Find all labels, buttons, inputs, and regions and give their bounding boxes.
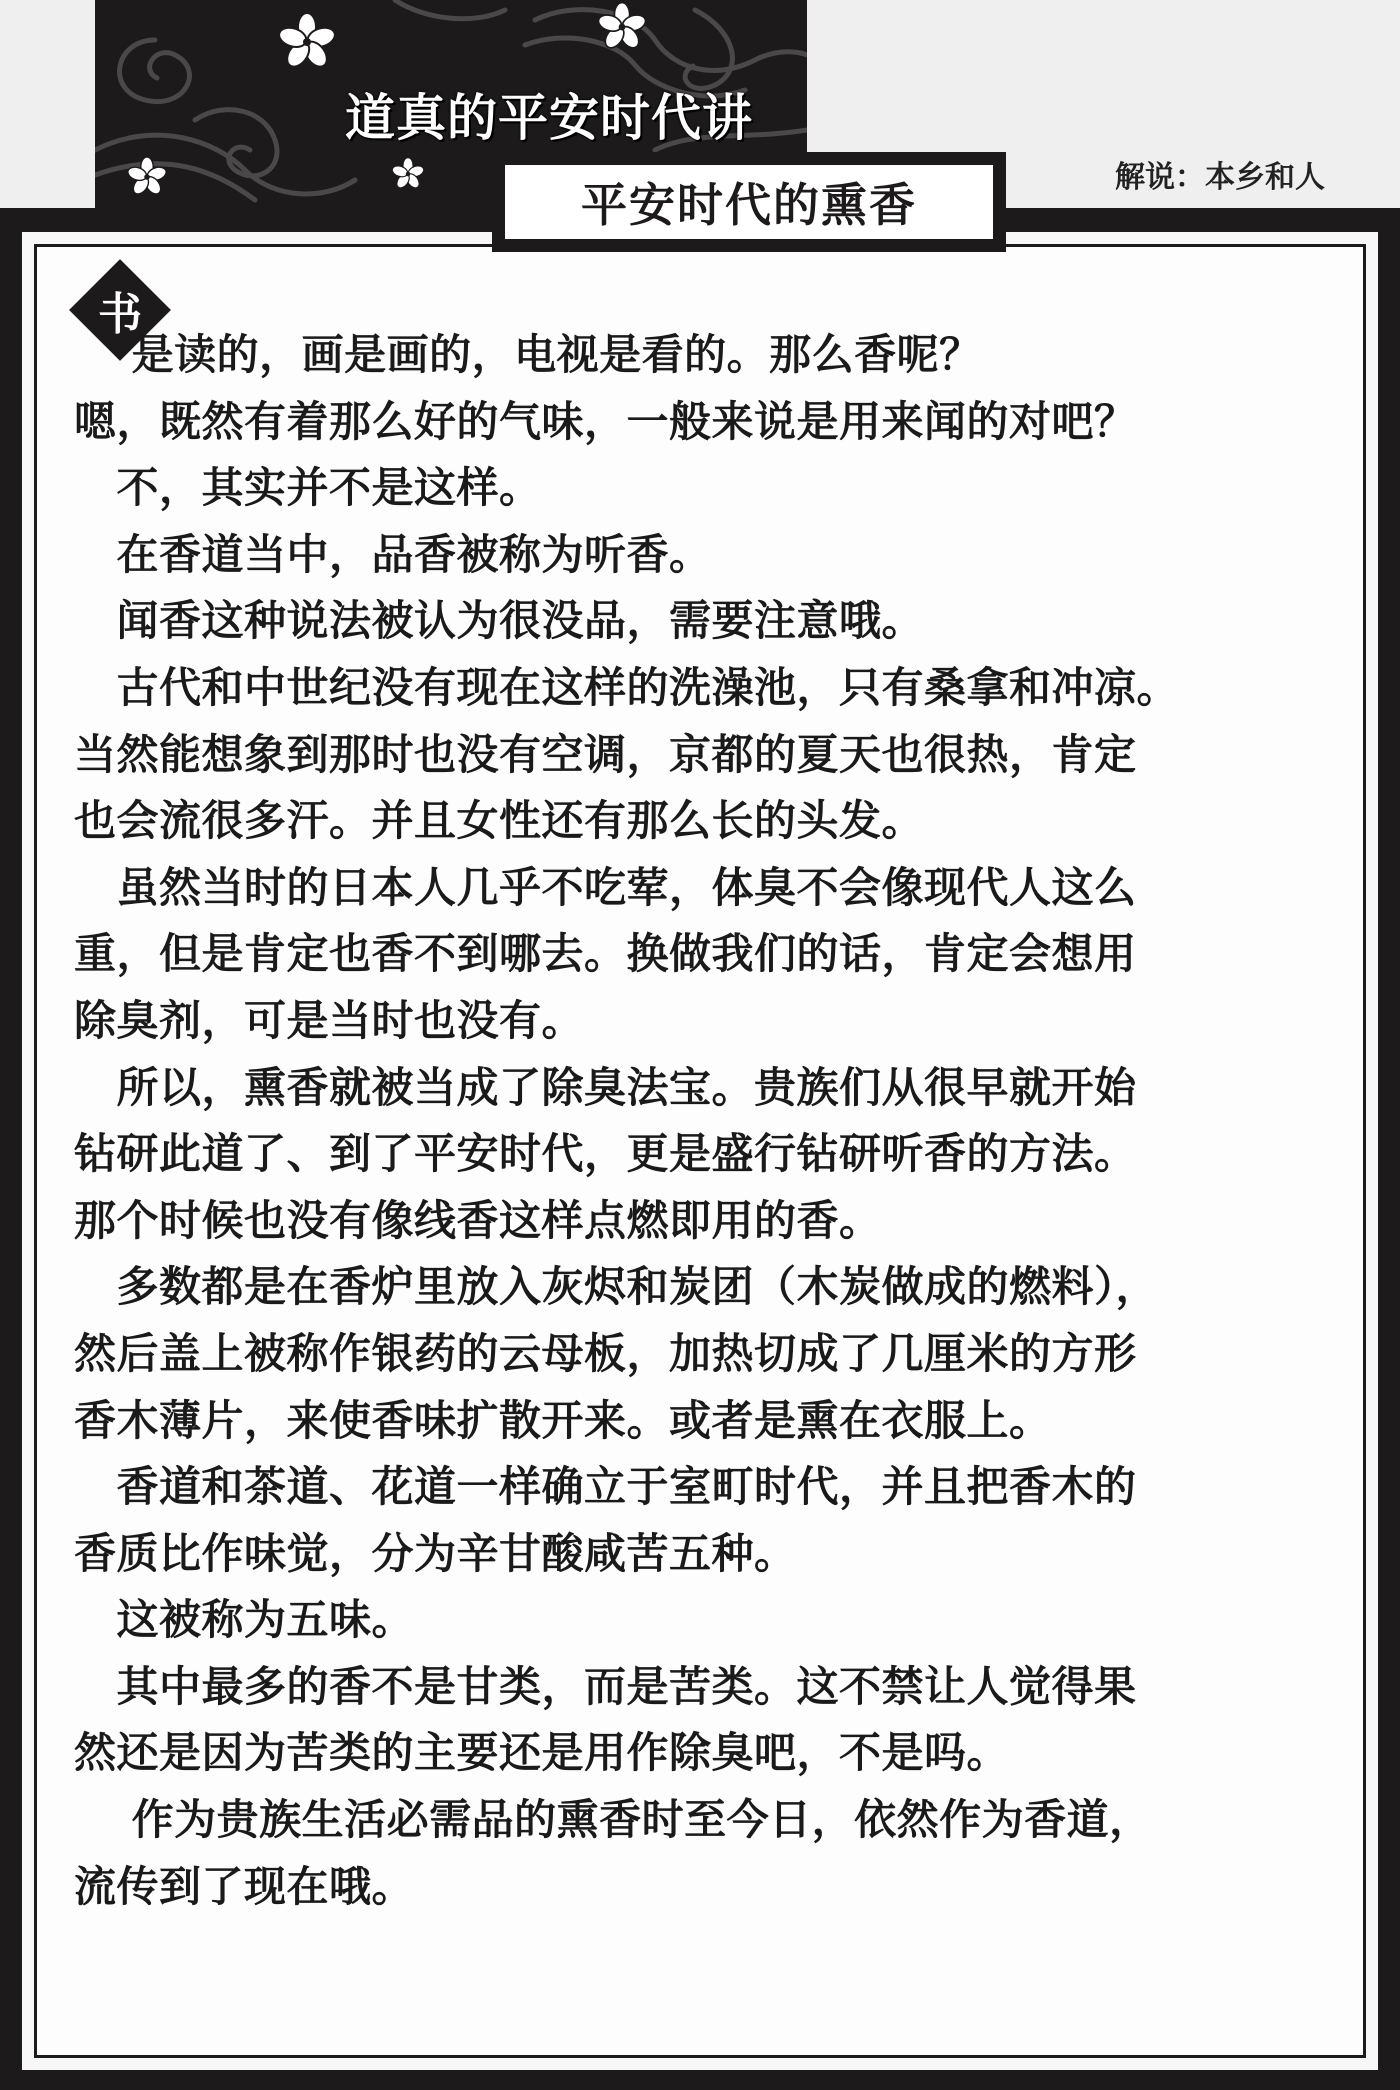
body-line: 是读的，画是画的，电视是看的。那么香呢？ bbox=[74, 330, 982, 379]
sakura-icon bbox=[275, 10, 339, 74]
body-line: 多数都是在香炉里放入灰烬和炭团（木炭做成的燃料）， bbox=[74, 1262, 1159, 1312]
body-line: 古代和中世纪没有现在这样的洗澡池，只有桑拿和冲凉。 bbox=[74, 662, 1180, 712]
body-line: 重，但是肯定也香不到哪去。换做我们的话，肯定会想用 bbox=[74, 929, 1137, 979]
body-line: 香质比作味觉，分为辛甘酸咸苦五种。 bbox=[74, 1528, 797, 1578]
body-line: 当然能想象到那时也没有空调，京都的夏天也很热，肯定 bbox=[74, 729, 1137, 779]
body-line: 嗯，既然有着那么好的气味，一般来说是用来闻的对吧？ bbox=[74, 396, 1137, 446]
body-line: 虽然当时的日本人几乎不吃荤，体臭不会像现代人这么 bbox=[74, 862, 1137, 912]
body-line: 然后盖上被称作银药的云母板，加热切成了几厘米的方形 bbox=[74, 1328, 1137, 1378]
body-line: 其中最多的香不是甘类，而是苦类。这不禁让人觉得果 bbox=[74, 1661, 1137, 1711]
body-line: 作为贵族生活必需品的熏香时至今日，依然作为香道， bbox=[74, 1795, 1152, 1845]
sakura-icon bbox=[390, 156, 426, 192]
commentator-credit: 解说：本乡和人 bbox=[1115, 160, 1325, 195]
body-line: 香木薄片，来使香味扩散开来。或者是熏在衣服上。 bbox=[74, 1395, 1052, 1445]
body-line: 闻香这种说法被认为很没品，需要注意哦。 bbox=[74, 596, 925, 646]
sakura-icon bbox=[125, 155, 169, 199]
series-title: 道真的平安时代讲 bbox=[345, 89, 753, 147]
article-body bbox=[74, 322, 1354, 1920]
body-line: 然还是因为苦类的主要还是用作除臭吧，不是吗。 bbox=[74, 1728, 1010, 1778]
body-line: 钻研此道了、到了平安时代，更是盛行钻研听香的方法。 bbox=[74, 1129, 1137, 1179]
body-line: 不，其实并不是这样。 bbox=[74, 463, 542, 513]
article-title: 平安时代的熏香 bbox=[581, 178, 917, 232]
body-line: 除臭剂，可是当时也没有。 bbox=[74, 995, 585, 1045]
body-line: 这被称为五味。 bbox=[74, 1595, 415, 1645]
article-title-inner bbox=[502, 162, 996, 242]
body-line: 所以，熏香就被当成了除臭法宝。贵族们从很早就开始 bbox=[74, 1062, 1137, 1112]
body-line: 流传到了现在哦。 bbox=[74, 1861, 415, 1911]
sakura-icon bbox=[595, 0, 649, 54]
body-line: 那个时候也没有像线香这样点燃即用的香。 bbox=[74, 1195, 882, 1245]
body-line: 香道和茶道、花道一样确立于室町时代，并且把香木的 bbox=[74, 1462, 1137, 1512]
body-line: 也会流很多汗。并且女性还有那么长的头发。 bbox=[74, 796, 925, 846]
article-title-box bbox=[492, 152, 1006, 252]
body-line: 在香道当中，品香被称为听香。 bbox=[74, 529, 712, 579]
dropcap-char: 书 bbox=[98, 289, 142, 340]
